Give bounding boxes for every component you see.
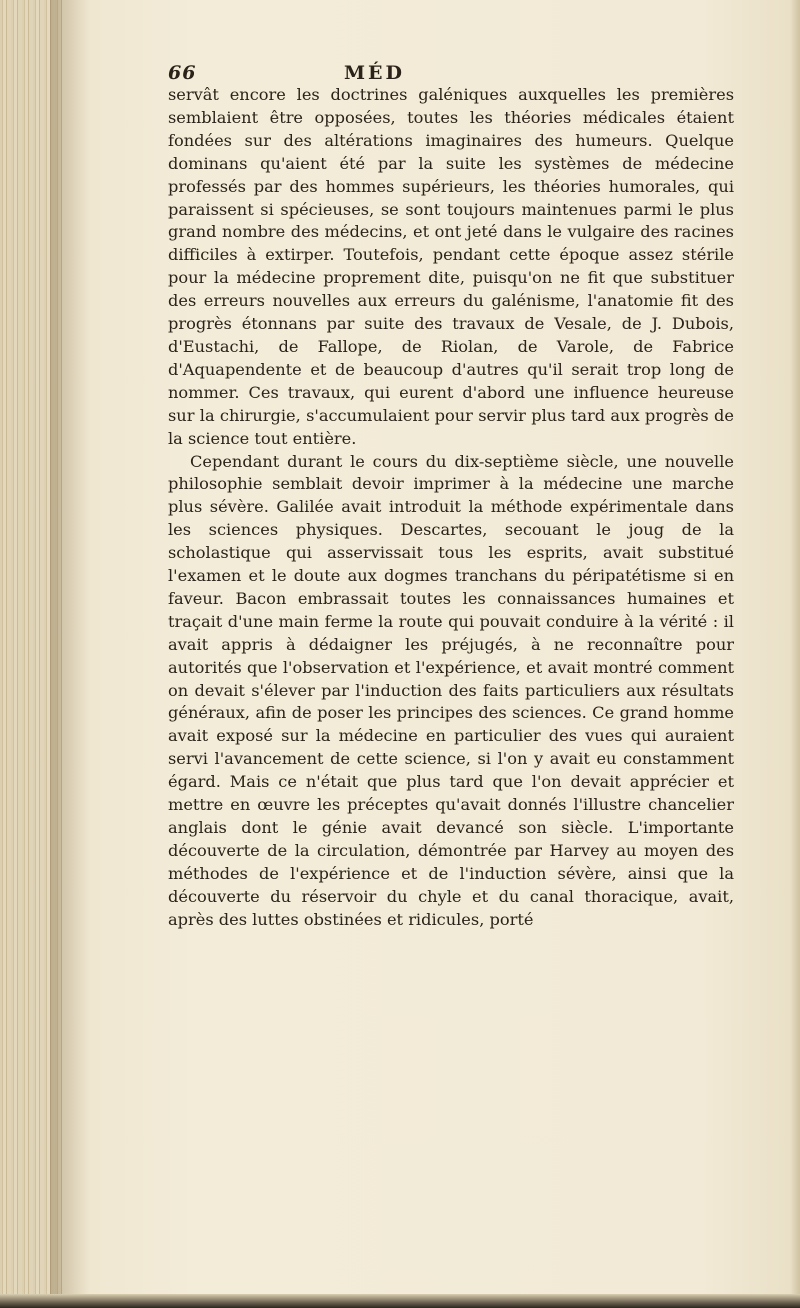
paragraph-2: Cependant durant le cours du dix-septième siècle, une nouvelle philosophie semblait devoir imprimer à la médecine une marche plus sévère. Galilée avait introduit la méthode expérimentale dans les sciences physiques. Descartes, secouant le joug de la scholastique qui asservissait tous les esprits, avait substitué l'examen et le doute aux dogmes tranchans du péripatétisme si en faveur. Bacon embrassait toutes les connaissances humaines et traçait d'une main ferme la route qui pouvait conduire à la vérité : il avait appris à dédaigner les préjugés, à ne reconnaître pour autorités que l'observation et l'expérience, et avait montré comment on devait s'élever par l'induction des faits particuliers aux résultats généraux, afin de poser les principes des sciences. Ce grand homme avait exposé sur la médecine en particulier des vues qui auraient servi l'avancement de cette science, si l'on y avait eu constamment égard. Mais ce n'était que plus tard que l'on devait apprécier et mettre en œuvre les préceptes qu'avait donnés l'illustre chancelier anglais dont le génie avait devancé son siècle. L'importante découverte de la circulation, démontrée par Harvey au moyen des méthodes de l'expérience et de l'induction sévère, ainsi que la découverte du réservoir du chyle et du canal thoracique, avait, après des luttes obstinées et ridicules, porté bbox=[168, 451, 734, 929]
page-right-edge bbox=[790, 0, 800, 1308]
body-text bbox=[168, 84, 734, 932]
running-head: MÉD bbox=[344, 62, 405, 84]
page-number: 66 bbox=[168, 62, 197, 84]
gutter-shadow bbox=[50, 0, 90, 1308]
page-bottom-edge bbox=[0, 1294, 800, 1308]
paragraph-1: servât encore les doctrines galéniques auxquelles les premières semblaient être opposées, toutes les théories médicales étaient fondées sur des altérations imaginaires des humeurs. Quelque dominans qu'aient été par la suite les systèmes de médecine professés par des hommes supérieurs, les théories humorales, qui paraissent si spécieuses, se sont toujours maintenues parmi le plus grand nombre des médecins, et ont jeté dans le vulgaire des racines difficiles à extirper. Toutefois, pendant cette époque assez stérile pour la médecine proprement dite, puisqu'on ne fit que substituer des erreurs nouvelles aux erreurs du galénisme, l'anatomie fit des progrès étonnans par suite des travaux de Vesale, de J. Dubois, d'Eustachi, de Fallope, de Riolan, de Varole, de Fabrice d'Aquapendente et de beaucoup d'autres qu'il serait trop long de nommer. Ces travaux, qui eurent d'abord une influence heureuse sur la chirurgie, s'accumulaient pour servir plus tard aux progrès de la science tout entière. bbox=[168, 85, 734, 448]
